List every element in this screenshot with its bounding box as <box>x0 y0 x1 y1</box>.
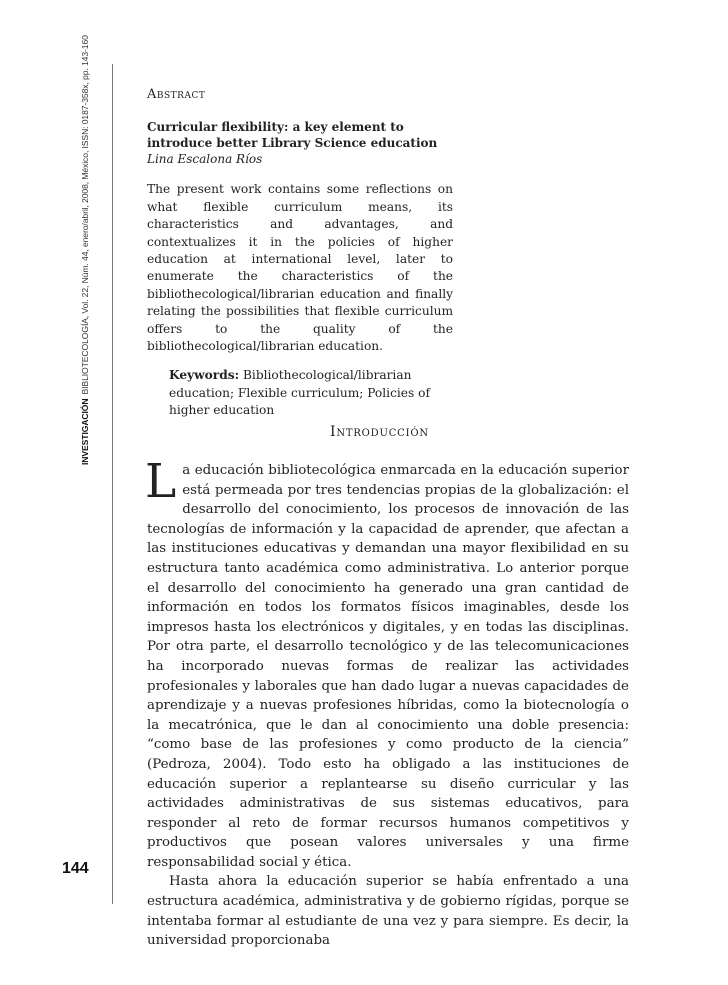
keywords-label: Keywords: <box>169 368 240 383</box>
running-head <box>78 35 92 465</box>
keywords <box>147 367 453 419</box>
abstract-block <box>147 86 453 420</box>
paragraph-text: a educación bibliotecológica enmarcada en la educación superior está permeada por tres tendencias propias de la globalización: el desarrollo del conocimiento, los procesos de innovación de las tecnologías de información y la capacidad de aprender, que afectan a las instituciones educativas y demandan una mayor flexibilidad en su estructura tanto académica como administrativa. Lo anterior porque el desarrollo del conocimiento ha generado una gran cantidad de información en todos los formatos físicos imaginables, desde los impresos hasta los electrónicos y digitales, y en todas las disciplinas. Por otra parte, el desarrollo tecnológico y de las telecomunicaciones ha incorporado nuevas formas de realizar las actividades profesionales y laborales que han dado lugar a nuevas capacidades de aprendizaje y a nuevas profesiones híbridas, como la biotecnología o la mecatrónica, que le dan al conocimiento una doble presencia: “como base de las profesiones y como producto de la ciencia” (Pedroza, 2004). Todo esto ha obligado a las instituciones de educación superior a replantearse su diseño curricular y las actividades administrativas de sus sistemas educativos, para responder al reto de formar recursos humanos competitivos y productivos que posean valores universales y una firme responsabilidad social y ética. <box>147 463 629 870</box>
page-number: 144 <box>62 860 89 877</box>
abstract-author: Lina Escalona Ríos <box>147 152 263 167</box>
drop-cap: L <box>145 454 177 509</box>
paragraph <box>145 454 629 872</box>
section-heading: Introducción <box>330 424 429 440</box>
paragraph: Hasta ahora la educación superior se había enfrentado a una estructura académica, administrativa y de gobierno rígidas, porque se intentaba formar al estudiante de una vez y para siempre. Es decir, la universidad proporcionaba <box>147 874 629 949</box>
abstract-body: The present work contains some reflections on what flexible curriculum means, its characteristics and advantages, and contextualizes it in the policies of higher education at international level, later to enumerate the characteristics of the bibliothecological/librarian education and finally relating the possibilities that flexible curriculum offers to the quality of the bibliothecological/librarian education. <box>147 182 453 354</box>
body-text <box>145 454 629 951</box>
running-head-citation: BIBLIOTECOLOGÍA, Vol. 22, Núm. 44, enero/abril, 2008, México, ISSN: 0187-358x, pp. 143-160 <box>80 35 90 395</box>
abstract-title: Curricular flexibility: a key element to introduce better Library Science education <box>147 120 438 151</box>
abstract-heading: Abstract <box>147 87 206 102</box>
running-head-section: INVESTIGACIÓN <box>80 398 90 465</box>
keywords-text: Bibliothecological/librarian education; Flexible curriculum; Policies of higher education <box>169 368 430 418</box>
margin-rule <box>112 64 113 904</box>
